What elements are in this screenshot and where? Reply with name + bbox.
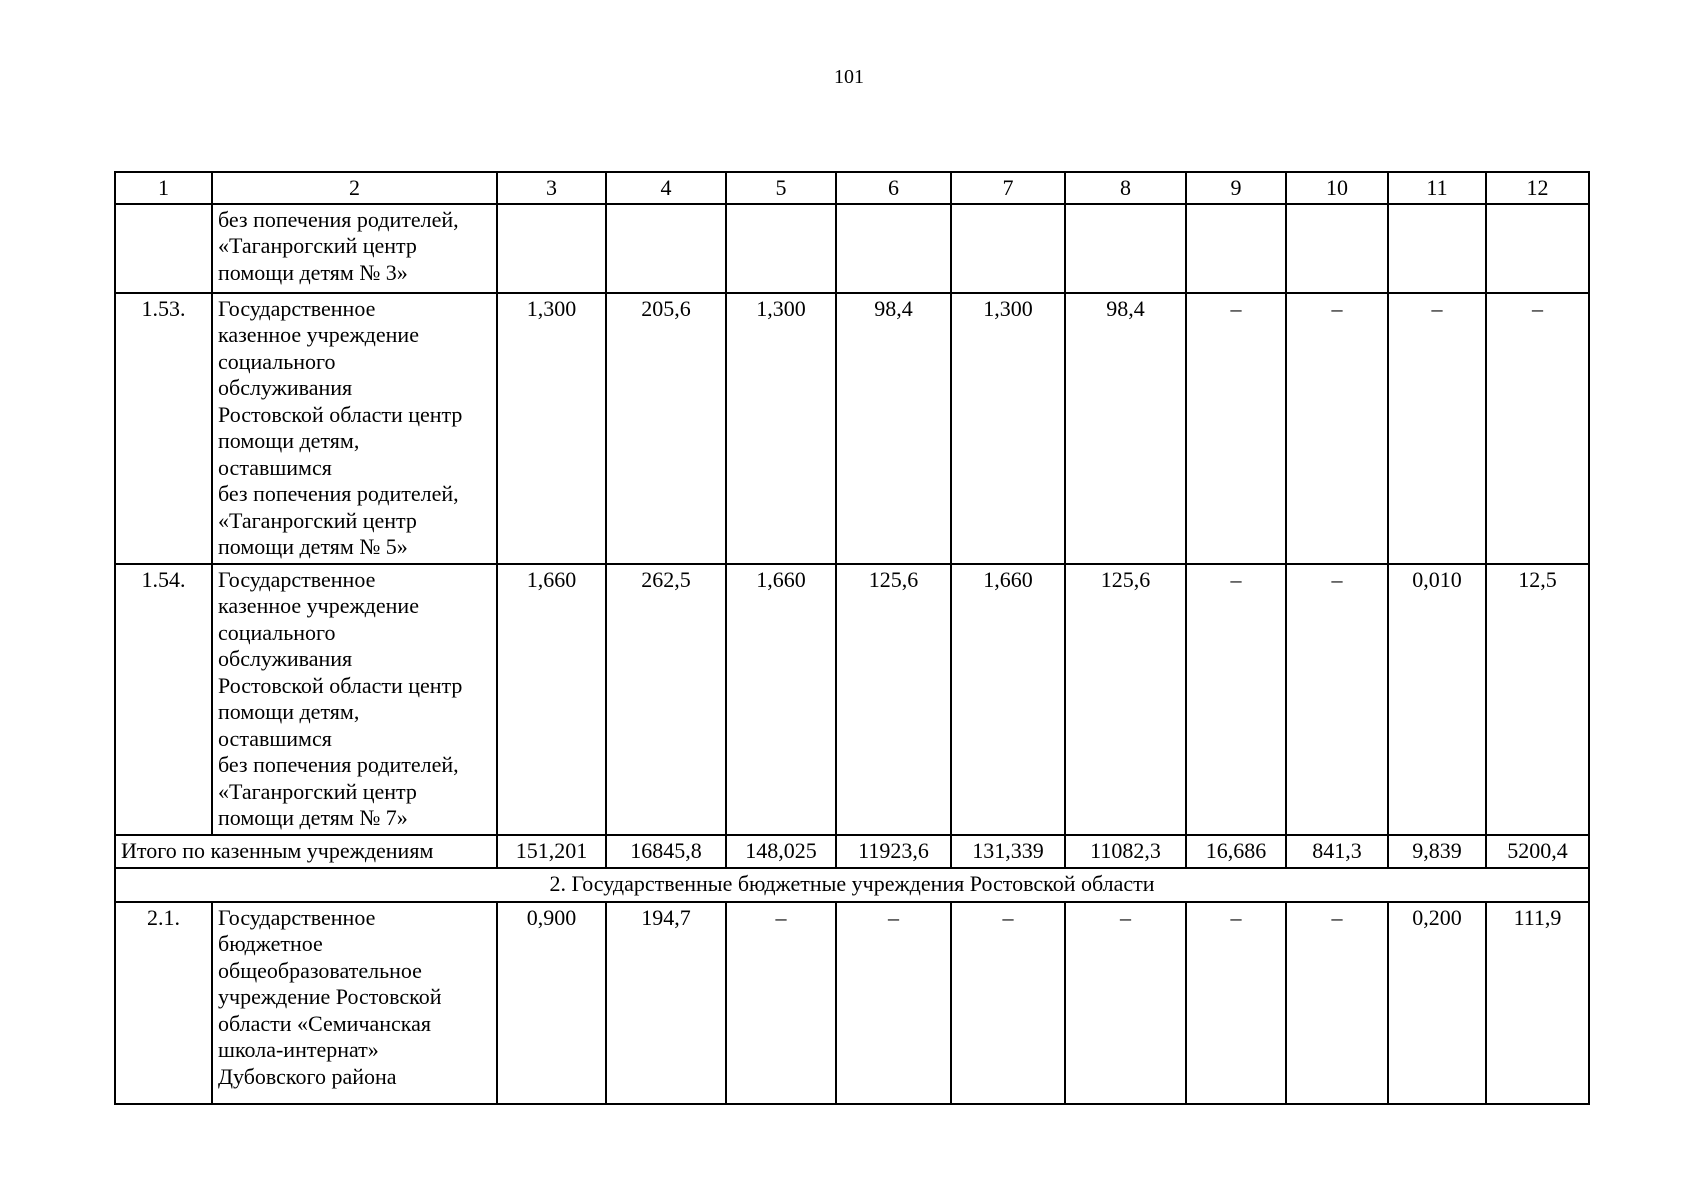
name-line: Дубовского района: [218, 1063, 397, 1089]
value-cell-col-6: 98,4: [836, 293, 951, 564]
value-cell-col-12: –: [1486, 293, 1589, 564]
value-cell-col-9: –: [1186, 293, 1286, 564]
value-cell-col-5: 1,300: [726, 293, 836, 564]
data-table: [114, 171, 1590, 1105]
row-number-cell: 1.54.: [115, 564, 212, 835]
column-header-5: 5: [726, 172, 836, 204]
institution-name-cell: [212, 902, 497, 1104]
institution-name-cell: [212, 204, 497, 293]
value-cell-col-12: 12,5: [1486, 564, 1589, 835]
name-line: казенное учреждение: [218, 322, 419, 347]
table-row: [115, 564, 1589, 835]
total-row: [115, 835, 1589, 868]
value-cell-col-4: 194,7: [606, 902, 726, 1104]
name-line: помощи детям,: [218, 428, 360, 453]
row-number-cell: [115, 204, 212, 293]
section-header-row: [115, 868, 1589, 902]
name-line: помощи детям № 7»: [218, 805, 408, 830]
column-header-11: 11: [1388, 172, 1486, 204]
total-value-col-11: 9,839: [1388, 835, 1486, 868]
column-header-4: 4: [606, 172, 726, 204]
value-cell-col-12: 111,9: [1486, 902, 1589, 1104]
name-line: оставшимся: [218, 725, 332, 751]
name-line: без попечения родителей,: [218, 481, 459, 506]
total-value-col-5: 148,025: [726, 835, 836, 868]
total-value-col-12: 5200,4: [1486, 835, 1589, 868]
total-value-col-4: 16845,8: [606, 835, 726, 868]
name-line: учреждение Ростовской: [218, 984, 442, 1009]
page-number: 101: [834, 66, 864, 88]
value-cell-col-3: 1,660: [497, 564, 606, 835]
value-cell-col-7: 1,300: [951, 293, 1065, 564]
value-cell-col-9: –: [1186, 564, 1286, 835]
name-line: Государственное: [218, 295, 376, 321]
value-cell-col-5: –: [726, 902, 836, 1104]
value-cell-col-11: 0,010: [1388, 564, 1486, 835]
name-line: обслуживания: [218, 375, 353, 400]
column-header-12: 12: [1486, 172, 1589, 204]
value-cell-col-3: 0,900: [497, 902, 606, 1104]
institution-name-cell: [212, 293, 497, 564]
table-row: [115, 902, 1589, 1104]
name-line: общеобразовательное: [218, 957, 422, 983]
name-line: казенное учреждение: [218, 593, 419, 618]
value-cell-col-10: –: [1286, 293, 1388, 564]
value-cell-col-9: –: [1186, 902, 1286, 1104]
total-value-col-8: 11082,3: [1065, 835, 1186, 868]
value-cell-col-10: –: [1286, 902, 1388, 1104]
name-line: Государственное: [218, 904, 376, 930]
column-header-6: 6: [836, 172, 951, 204]
column-header-1: 1: [115, 172, 212, 204]
name-line: Государственное: [218, 566, 376, 592]
name-line: «Таганрогский центр: [218, 778, 417, 804]
value-cell-col-7: 1,660: [951, 564, 1065, 835]
value-cell-col-6: 125,6: [836, 564, 951, 835]
column-header-7: 7: [951, 172, 1065, 204]
name-line: Ростовской области центр: [218, 672, 463, 698]
value-cell-col-3: 1,300: [497, 293, 606, 564]
name-line: помощи детям № 5»: [218, 534, 408, 559]
value-cell-col-8: 125,6: [1065, 564, 1186, 835]
institution-name-cell: [212, 564, 497, 835]
total-label: Итого по казенным учреждениям: [115, 835, 497, 868]
name-line: области «Семичанская: [218, 1010, 432, 1036]
value-cell-col-11: –: [1388, 293, 1486, 564]
row-number-cell: 1.53.: [115, 293, 212, 564]
name-line: без попечения родителей,: [218, 752, 459, 777]
total-value-col-7: 131,339: [951, 835, 1065, 868]
name-line: школа-интернат»: [218, 1037, 379, 1062]
total-value-col-6: 11923,6: [836, 835, 951, 868]
column-header-8: 8: [1065, 172, 1186, 204]
total-value-col-9: 16,686: [1186, 835, 1286, 868]
total-value-col-3: 151,201: [497, 835, 606, 868]
name-line: помощи детям № 3»: [218, 259, 408, 285]
value-cell-col-8: 98,4: [1065, 293, 1186, 564]
name-line: социального: [218, 619, 336, 645]
name-line: обслуживания: [218, 646, 353, 671]
name-line: «Таганрогский центр: [218, 507, 417, 533]
header-row: [115, 172, 1589, 204]
value-cell-col-11: 0,200: [1388, 902, 1486, 1104]
name-line: помощи детям,: [218, 699, 360, 724]
name-line: оставшимся: [218, 454, 332, 480]
section-title: 2. Государственные бюджетные учреждения Ростовской области: [115, 868, 1589, 902]
value-cell-col-6: –: [836, 902, 951, 1104]
column-header-9: 9: [1186, 172, 1286, 204]
value-cell-col-4: 262,5: [606, 564, 726, 835]
continuation-row: [115, 204, 1589, 293]
column-header-2: 2: [212, 172, 497, 204]
value-cell-col-8: –: [1065, 902, 1186, 1104]
value-cell-col-7: –: [951, 902, 1065, 1104]
value-cell-col-5: 1,660: [726, 564, 836, 835]
name-line: Ростовской области центр: [218, 401, 463, 427]
name-line: без попечения родителей,: [218, 206, 459, 232]
row-number-cell: 2.1.: [115, 902, 212, 1104]
table-row: [115, 293, 1589, 564]
value-cell-col-10: –: [1286, 564, 1388, 835]
name-line: социального: [218, 348, 336, 374]
name-line: бюджетное: [218, 931, 323, 956]
value-cell-col-4: 205,6: [606, 293, 726, 564]
column-header-3: 3: [497, 172, 606, 204]
name-line: «Таганрогский центр: [218, 233, 417, 258]
total-value-col-10: 841,3: [1286, 835, 1388, 868]
column-header-10: 10: [1286, 172, 1388, 204]
